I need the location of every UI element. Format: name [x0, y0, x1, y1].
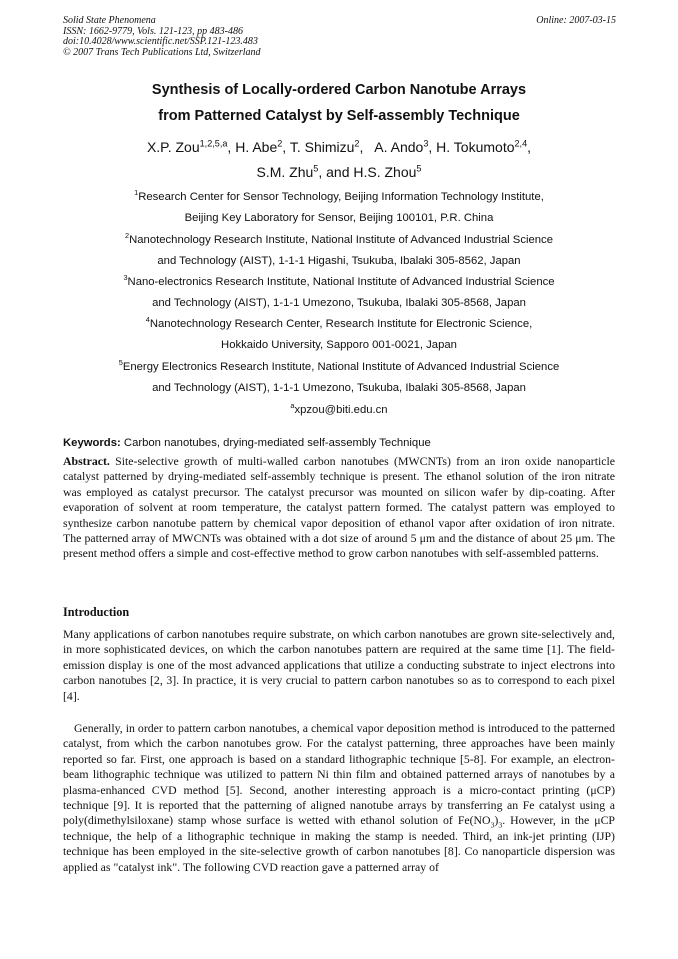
- author-affiliation-mark: 2,4: [514, 138, 528, 149]
- author-separator: ,: [227, 139, 236, 155]
- paragraph-text: ): [494, 813, 499, 828]
- affiliation-text: and Technology (AIST), 1-1-1 Umezono, Tsukuba, Ibalaki 305-8568, Japan: [152, 382, 526, 394]
- author-affiliation-mark: 3: [423, 138, 429, 149]
- online-date: Online: 2007-03-15: [536, 15, 616, 26]
- author-affiliation-mark: 2: [277, 138, 283, 149]
- copyright-line: © 2007 Trans Tech Publications Ltd, Switzerland: [63, 46, 261, 58]
- affiliation-mark: 4: [145, 315, 150, 325]
- affiliation-text: Energy Electronics Research Institute, National Institute of Advanced Industrial Science: [122, 361, 560, 373]
- paragraph-text: Generally, in order to pattern carbon nanotubes, a chemical vapor deposition method is introduced to the patterned catalyst, from which the carbon nanotubes grow. For the catalyst patterning, three approaches have been mainly reported so far. First, one approach is based on a standard lithographic technique [5-8]. For example, an electron-beam lithographic technique was utilized to pattern Ni thin film and obtained patterned arrays of nanotubes by a plasma-enhanced CVD method [5]. Second, another interesting approach is a micro-contact printing (μCP) technique [9]. It is reported that the patterning of aligned nanotube arrays by transferring an Fe catalyst using a poly(dimethylsiloxane) stamp whose surface is wetted with ethanol solution of Fe(NO: [63, 721, 615, 828]
- affiliation-text: Research Center for Sensor Technology, Beijing Information Technology Institute,: [138, 191, 544, 203]
- author-separator: ,: [527, 139, 532, 155]
- affiliation-text: Nanotechnology Research Center, Research Institute for Electronic Science,: [149, 318, 533, 330]
- author-name: H. Abe: [235, 139, 278, 155]
- affiliation-3: [0, 275, 678, 310]
- subscript: 3: [498, 820, 503, 830]
- affiliation-text: Nanotechnology Research Institute, National Institute of Advanced Industrial Science: [129, 234, 553, 246]
- author-separator: ,: [428, 139, 437, 155]
- author-name: A. Ando: [374, 139, 424, 155]
- affiliation-text: Beijing Key Laboratory for Sensor, Beijing 100101, P.R. China: [184, 212, 494, 224]
- author-name: H. Tokumoto: [436, 139, 515, 155]
- author-list-line-1: [0, 139, 678, 155]
- affiliation-5: [0, 360, 678, 395]
- affiliation-text: Nano-electronics Research Institute, National Institute of Advanced Industrial Science: [127, 276, 555, 288]
- email-mark: a: [290, 401, 295, 411]
- affiliation-2: [0, 233, 678, 268]
- introduction-paragraph-1: Many applications of carbon nanotubes require substrate, on which carbon nanotubes are grown site-selectively and, in more sophisticated devices, on which the carbon nanotubes pattern are required at the same time [1]. The field-emission display is one of the most advanced applications that utilize a conducting substrate to inject electrons into carbon nanotubes [2, 3]. In practice, it is very crucial to pattern carbon nanotubes so as to correspond to each pixel [4].: [63, 627, 615, 703]
- keywords: [63, 436, 615, 451]
- author-name: T. Shimizu: [289, 139, 355, 155]
- abstract-text: Site-selective growth of multi-walled carbon nanotubes (MWCNTs) from an iron oxide nanoparticle catalyst patterned by drying-mediated self-assembly technique is present. The ethanol solution of the iron nitrate was employed as catalyst precursor. The catalyst precursor was mounted on silicon wafer by dip-coating. After evaporation of solvent at room temperature, the catalyst pattern formed. The catalyst pattern was employed to synthesize carbon nanotube pattern by chemical vapor deposition of ethanol vapor after oxidation of iron nitrate. The patterned array of MWCNTs was obtained with a dot size of around 5 μm and the distance of about 25 μm. The present method offers a simple and cost-effective method to grow carbon nanotubes with self-assembled patterns.: [63, 454, 615, 561]
- subscript: 3: [490, 820, 495, 830]
- journal-name: Solid State Phenomena: [63, 15, 156, 26]
- author-affiliation-mark: 2: [354, 138, 360, 149]
- corresponding-email: [0, 403, 678, 417]
- paper-title-line-2: from Patterned Catalyst by Self-assembly Technique: [158, 108, 520, 124]
- affiliation-mark: 3: [123, 273, 128, 283]
- introduction-paragraph-2: [63, 721, 615, 875]
- affiliation-text: and Technology (AIST), 1-1-1 Umezono, Tsukuba, Ibalaki 305-8568, Japan: [152, 297, 526, 309]
- author-affiliation-mark: 5: [416, 163, 422, 174]
- paper-title-line-1: Synthesis of Locally-ordered Carbon Nanotube Arrays: [151, 82, 527, 98]
- publication-header: [63, 16, 261, 58]
- affiliation-text: Hokkaido University, Sapporo 001-0021, Japan: [221, 339, 457, 351]
- author-separator: ,: [359, 139, 375, 155]
- section-heading-introduction: Introduction: [63, 605, 130, 619]
- author-separator: , and: [318, 164, 354, 180]
- author-name: H.S. Zhou: [353, 164, 417, 180]
- author-affiliation-mark: 5: [313, 163, 319, 174]
- affiliation-1: [0, 190, 678, 225]
- paragraph-text: . However, in the μCP technique, the help of a lithographic technique in making the stamp is needed. Third, an ink-jet printing (IJP) technique has been employed in the site-selective growth of carbon nanotubes [8]. Co nanoparticle dispersion was applied as "catalyst ink". The following CVD reaction gave a patterned array of: [63, 813, 615, 874]
- author-separator: ,: [282, 139, 290, 155]
- affiliation-text: and Technology (AIST), 1-1-1 Higashi, Tsukuba, Ibalaki 305-8562, Japan: [157, 255, 521, 267]
- email-address[interactable]: xpzou@biti.edu.cn: [294, 404, 388, 416]
- issn-line: ISSN: 1662-9779, Vols. 121-123, pp 483-486: [63, 25, 243, 37]
- keywords-text: Carbon nanotubes, drying-mediated self-assembly Technique: [120, 437, 431, 449]
- abstract-label: Abstract.: [63, 454, 110, 468]
- affiliation-mark: 2: [125, 231, 130, 241]
- author-list-line-2: [0, 164, 678, 180]
- doi-line[interactable]: doi:10.4028/www.scientific.net/SSP.121-123.483: [63, 36, 258, 47]
- author-name: X.P. Zou: [146, 139, 200, 155]
- affiliation-mark: 5: [118, 358, 123, 368]
- keywords-label: Keywords:: [63, 437, 121, 449]
- author-affiliation-mark: 1,2,5,a: [199, 138, 228, 149]
- affiliation-mark: 1: [134, 188, 139, 198]
- affiliation-4: [0, 317, 678, 352]
- author-name: S.M. Zhu: [256, 164, 314, 180]
- abstract: [63, 454, 615, 562]
